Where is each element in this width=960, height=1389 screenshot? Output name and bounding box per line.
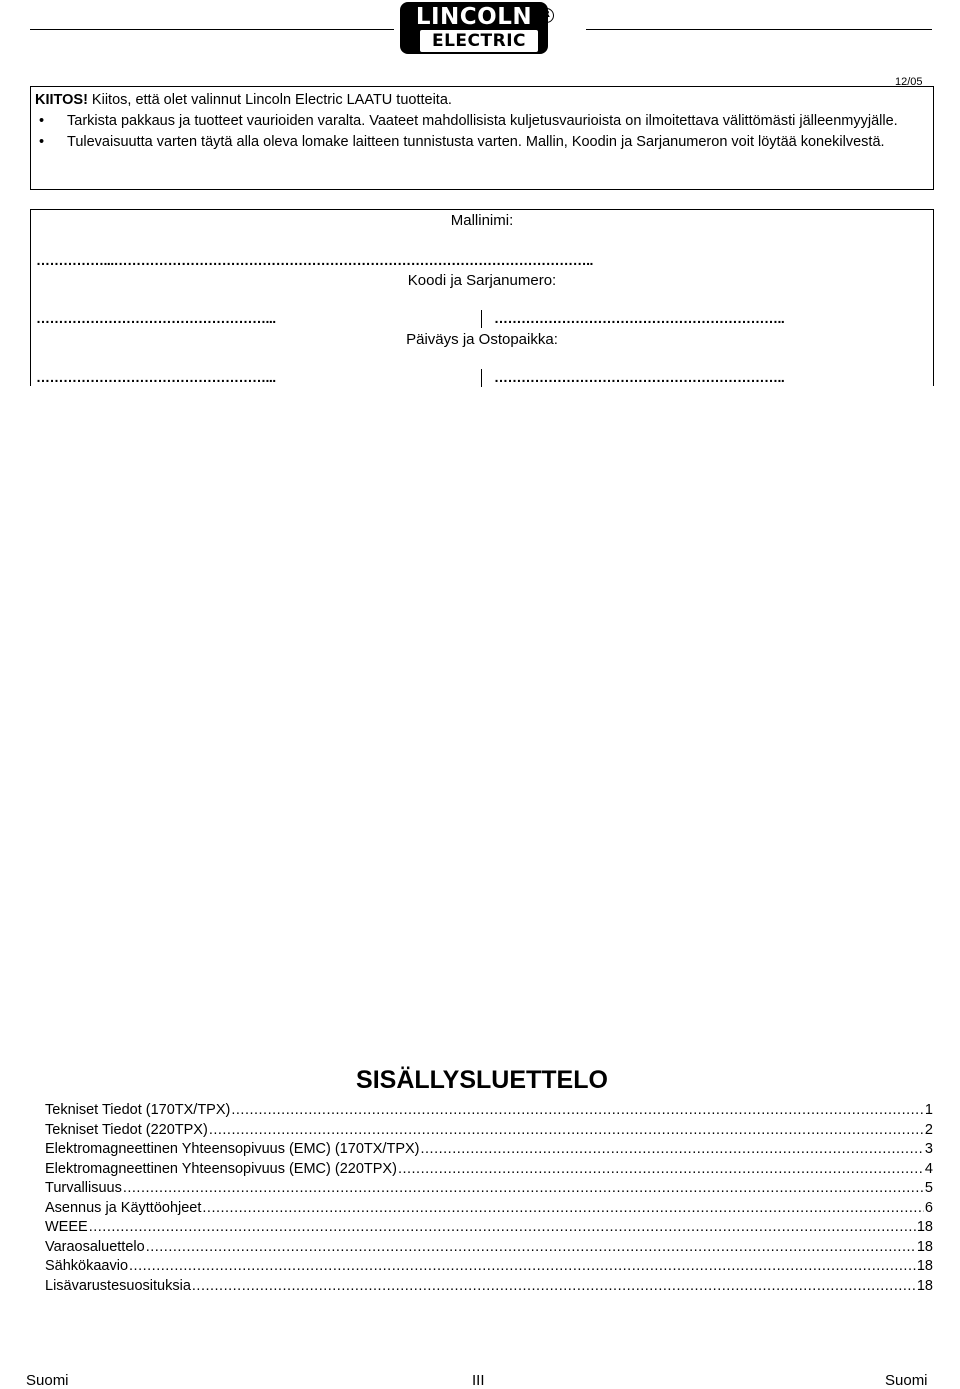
toc-entry-label: WEEE: [45, 1219, 88, 1235]
intro-title: KIITOS!: [35, 92, 88, 108]
toc-entry-page: 3: [924, 1141, 933, 1157]
toc-leader: [129, 1258, 916, 1274]
lincoln-electric-logo: [400, 2, 558, 56]
intro-title-line: [35, 90, 930, 111]
toc-leader: [202, 1200, 924, 1216]
toc-entry-label: Elektromagneettinen Yhteensopivuus (EMC) (220TPX): [45, 1160, 397, 1177]
toc-leader: [89, 1219, 916, 1235]
header-rule-left: [30, 29, 394, 30]
toc-entry[interactable]: [45, 1200, 933, 1220]
logo-line2: ELECTRIC: [431, 31, 527, 51]
toc-entry-page: 1: [924, 1102, 933, 1118]
intro-bullet-2-text: Tulevaisuutta varten täytä alla oleva lomake laitteen tunnistusta varten. Mallin, Koodin ja Sarjanumeron voit löytää konekilvestä.: [67, 134, 885, 150]
code-serial-label: Koodi ja Sarjanumero:: [407, 272, 557, 289]
intro-bullet-2: [35, 132, 930, 153]
toc-entry-label: Tekniset Tiedot (170TX/TPX): [45, 1102, 231, 1118]
toc-entry-label: Varaosaluettelo: [45, 1238, 145, 1255]
field-separator: [481, 369, 482, 387]
toc-leader: [209, 1122, 924, 1138]
toc-entry-page: 18: [916, 1277, 933, 1294]
intro-bullet-1-text: Tarkista pakkaus ja tuotteet vaurioiden varalta. Vaateet mahdollisista kuljetusvaurioista on ilmoitettava välittömästi jälleenmyyjälle.: [67, 113, 898, 129]
bullet-icon: •: [39, 113, 45, 129]
toc-entry-label: Tekniset Tiedot (220TPX): [45, 1121, 208, 1138]
toc-entry-page: 4: [924, 1160, 933, 1177]
purchase-place-field[interactable]: ………………………………………………………..: [494, 369, 785, 385]
toc-entry[interactable]: [45, 1161, 933, 1181]
date-place-label: Päiväys ja Ostopaikka:: [406, 331, 558, 348]
table-of-contents: [45, 1102, 933, 1297]
toc-entry-page: 18: [916, 1258, 933, 1274]
toc-entry-page: 5: [924, 1180, 933, 1196]
toc-entry[interactable]: [45, 1141, 933, 1161]
toc-leader: [123, 1180, 924, 1196]
toc-entry-label: Asennus ja Käyttöohjeet: [45, 1199, 202, 1216]
toc-entry-page: 6: [924, 1199, 933, 1216]
registration-form-box: [30, 209, 934, 386]
toc-entry[interactable]: [45, 1122, 933, 1142]
document-date-code: 12/05: [895, 76, 923, 88]
purchase-date-field[interactable]: ……………………………………………...: [36, 369, 276, 385]
model-name-field[interactable]: ……………...……………………………………………………………………………………………..: [36, 252, 593, 268]
toc-entry-page: 2: [924, 1121, 933, 1138]
footer-language-left: Suomi: [26, 1372, 69, 1389]
toc-entry-page: 18: [916, 1238, 933, 1255]
toc-leader: [421, 1141, 924, 1157]
serial-number-field[interactable]: ………………………………………………………..: [494, 310, 785, 326]
toc-leader: [231, 1102, 924, 1118]
intro-title-rest: Kiitos, että olet valinnut Lincoln Electric LAATU tuotteita.: [87, 92, 452, 108]
footer-language-right: Suomi: [885, 1372, 928, 1389]
toc-leader: [398, 1161, 924, 1177]
toc-entry[interactable]: [45, 1239, 933, 1259]
toc-entry-page: 18: [916, 1219, 933, 1235]
header-rule-right: [586, 29, 932, 30]
footer-page-number: III: [472, 1372, 485, 1389]
toc-entry-label: Lisävarustesuosituksia: [45, 1277, 191, 1294]
toc-title: SISÄLLYSLUETTELO: [356, 1066, 608, 1094]
toc-entry-label: Turvallisuus: [45, 1180, 122, 1196]
toc-leader: [192, 1278, 916, 1294]
model-name-label: Mallinimi:: [450, 212, 514, 229]
logo-line1: LINCOLN: [415, 4, 533, 30]
field-separator: [481, 310, 482, 328]
code-field[interactable]: ……………………………………………...: [36, 310, 276, 326]
toc-leader: [146, 1239, 916, 1255]
bullet-icon: •: [39, 134, 45, 150]
intro-bullet-1: [35, 111, 930, 132]
toc-entry[interactable]: [45, 1102, 933, 1122]
toc-entry[interactable]: [45, 1278, 933, 1298]
intro-text: [35, 90, 930, 153]
toc-entry[interactable]: [45, 1180, 933, 1200]
toc-entry-label: Elektromagneettinen Yhteensopivuus (EMC) (170TX/TPX): [45, 1141, 420, 1157]
toc-entry[interactable]: [45, 1258, 933, 1278]
toc-entry[interactable]: [45, 1219, 933, 1239]
registered-trademark-icon: R: [539, 8, 554, 23]
toc-entry-label: Sähkökaavio: [45, 1258, 129, 1274]
